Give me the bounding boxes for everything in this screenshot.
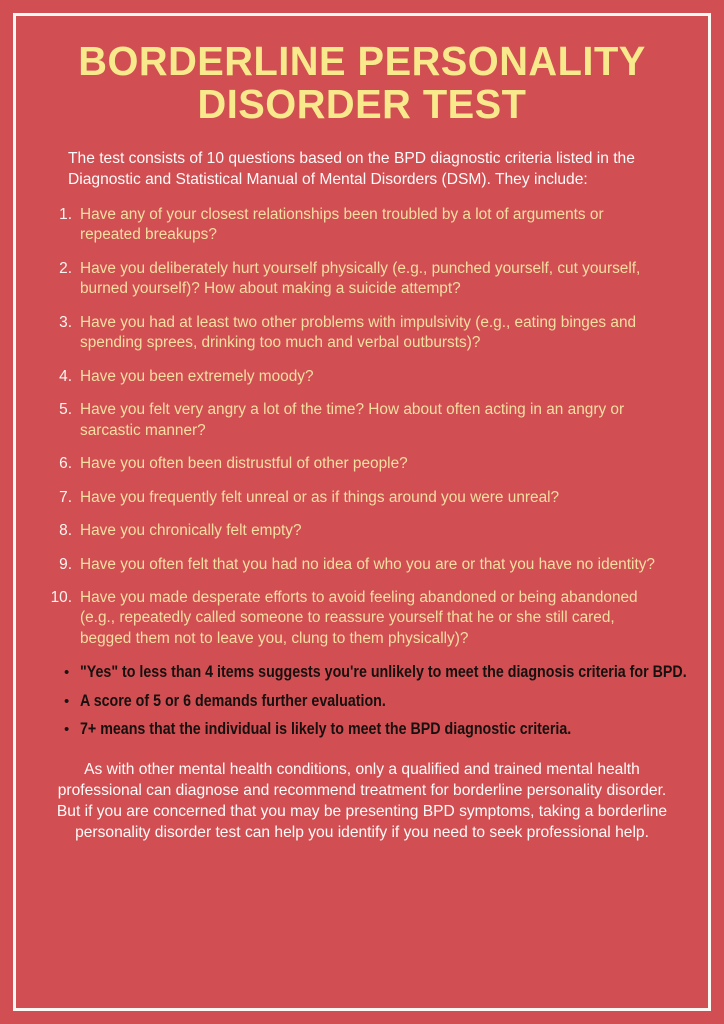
question-number: 3. [59,313,72,331]
page-title [48,40,677,127]
poster-border-frame [13,13,711,1011]
question-text: Have any of your closest relationships been troubled by a lot of arguments or repeated breakups? [80,205,604,244]
question-text: Have you made desperate efforts to avoid feeling abandoned or being abandoned (e.g., repeatedly called someone to reassure yourself that he or she still cared, begged them not to leave you, clung to them physically)? [80,588,638,647]
question-list [38,205,686,650]
scoring-item [60,719,664,740]
question-number: 2. [59,259,72,277]
scoring-list [38,662,686,740]
closing-paragraph: As with other mental health conditions, only a qualified and trained mental health professional can diagnose and recommend treatment for borderline personality disorder. But if you are concerned that you may be presenting BPD symptoms, taking a borderline personality disorder test can help you identify if you need to seek professional help. [56,760,668,842]
question-item [48,313,662,354]
intro-paragraph: The test consists of 10 questions based on the BPD diagnostic criteria listed in the Diagnostic and Statistical Manual of Mental Disorders (DSM). They include: [68,149,635,188]
title-line-2: DISORDER TEST [197,81,527,128]
question-item [48,205,662,246]
poster-content [16,16,708,1008]
question-item [48,367,662,387]
question-item [48,454,662,474]
question-text: Have you deliberately hurt yourself physically (e.g., punched yourself, cut yourself, burned yourself)? How about making a suicide attempt? [80,259,641,298]
question-number: 1. [59,205,72,223]
scoring-item [60,691,664,712]
question-number: 9. [59,555,72,573]
title-line-1: BORDERLINE PERSONALITY [78,38,646,84]
scoring-text: A score of 5 or 6 demands further evaluation. [80,691,386,710]
question-number: 6. [59,455,72,473]
question-item [48,400,662,441]
question-number: 8. [59,522,72,540]
bullet-icon: • [64,721,70,739]
question-item [48,555,662,575]
question-text: Have you chronically felt empty? [80,522,302,540]
scoring-item [60,662,687,683]
question-number: 7. [59,488,72,506]
question-text: Have you felt very angry a lot of the time? How about often acting in an angry or sarcastic manner? [80,401,625,439]
question-number: 4. [59,367,72,385]
question-item [48,259,662,300]
question-item [48,488,662,508]
question-number: 10. [50,588,72,606]
question-item [48,588,662,649]
question-text: Have you had at least two other problems with impulsivity (e.g., eating binges and spending sprees, drinking too much and verbal outbursts)? [80,313,637,352]
question-text: Have you often been distrustful of other people? [80,455,408,473]
question-text: Have you been extremely moody? [80,367,314,385]
question-number: 5. [59,401,72,419]
scoring-text: "Yes" to less than 4 items suggests you're unlikely to meet the diagnosis criteria for BPD. [80,663,687,682]
question-text: Have you frequently felt unreal or as if things around you were unreal? [80,488,560,506]
scoring-text: 7+ means that the individual is likely to meet the BPD diagnostic criteria. [80,720,572,739]
bullet-icon: • [64,692,70,710]
question-item [48,521,662,541]
question-text: Have you often felt that you had no idea of who you are or that you have no identity? [80,555,655,573]
bullet-icon: • [64,664,70,682]
